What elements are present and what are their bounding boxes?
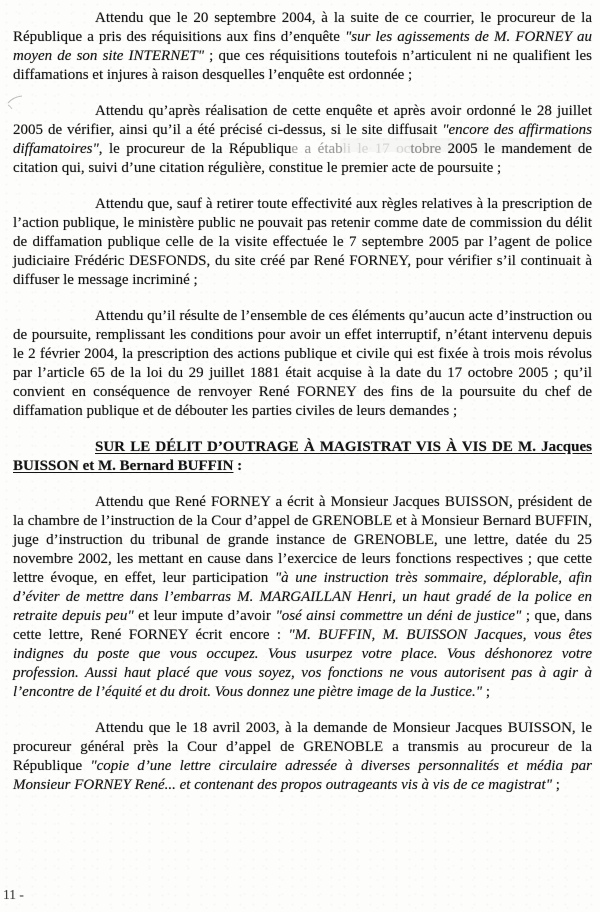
text-segment: Attendu que le 20 septembre 2004, à la suite de ce courrier, le procureur de la République a pris des réquisitions aux fins d’enquête [13, 10, 592, 45]
quoted-passage: "copie d’une lettre circulaire adressée à diverses personnalités et média par Monsieur FORNEY René... et contenant des propos outrageants vis à vis de ce magistrat" [13, 758, 592, 793]
text-segment: 2005 le mandement de citation qui, suivi d’une citation régulière, constitue le premier acte de poursuite ; [13, 141, 592, 176]
text-segment: Attendu que le 18 avril 2003, à la demande de Monsieur Jacques BUISSON, le procureur général près la Cour d’appel de GRENOBLE a transmis au procureur de la République [13, 720, 592, 774]
paragraph-prescription-date [13, 195, 592, 290]
text-segment: Attendu qu’après réalisation de cette enquête et après avoir ordonné le 28 juillet 2005 de vérifier, ainsi qu’il a été précisé ci-dessus, si le site diffusait [13, 103, 592, 138]
text-segment: , le procureur de la Républiqu [98, 141, 292, 157]
faded-text: tobre [410, 141, 442, 157]
page-number: 11 - [3, 887, 24, 902]
text-segment: ; que, dans cette lettre, René FORNEY écrit encore : [13, 608, 592, 643]
text-segment: et leur impute d’avoir [133, 608, 276, 624]
faded-text: e a étab [291, 141, 343, 157]
paragraph-lettre-buisson-buffin [13, 493, 592, 702]
quoted-passage: "encore des affirmations diffamatoires" [13, 122, 592, 157]
heading-colon: : [233, 458, 243, 474]
paragraph-renvoi-forney [13, 307, 592, 421]
margin-pen-mark [6, 94, 24, 115]
quoted-passage: "osé ainsi commettre un déni de justice" [275, 608, 522, 624]
text-segment: Attendu que René FORNEY a écrit à Monsieur Jacques BUISSON, président de la chambre de l’instruction de la Cour d’appel de GRENOBLE et à Monsieur Bernard BUFFIN, juge d’instruction du tribunal de grande instance de GRENOBLE, une lettre, datée du 25 novembre 2002, les mettant en cause dans l’exercice de leurs fonctions respectives ; que cette lettre évoque, en effet, leur participation [13, 494, 592, 586]
heading-underlined-text: SUR LE DÉLIT D’OUTRAGE À MAGISTRAT VIS À VIS DE M. Jacques BUISSON et M. Bernard BUFFIN [13, 439, 592, 474]
section-heading-outrage-magistrat [13, 438, 592, 476]
quoted-passage: "M. BUFFIN, M. BUISSON Jacques, vous êtes indignes du poste que vous occupez. Vous usurpez votre place. Vous déshonorez votre profession. Aussi haut placé que vous soyez, vos fonctions ne vous autorisent pas à agir à l’encontre de l’équité et du droit. Vous donnez une piètre image de la Justice." [13, 627, 592, 700]
text-segment: ; [552, 777, 560, 793]
paragraph-requisitions-2004 [13, 9, 592, 85]
quoted-passage: "à une instruction très sommaire, déplorable, afin d’éviter de mettre dans l’embarras M. MARGAILLAN Henri, un haut gradé de la police en retraite depuis peu" [13, 570, 592, 624]
text-segment: Attendu que, sauf à retirer toute effectivité aux règles relatives à la prescription de l’action publique, le ministère public ne pouvait pas retenir comme date de commission du délit de diffamation publique celle de la visite effectuée le 7 septembre 2005 par l’agent de police judiciaire Frédéric DESFONDS, du site créé par René FORNEY, pour vérifier s’il continuait à diffuser le message incriminé ; [13, 196, 592, 288]
text-segment: Attendu qu’il résulte de l’ensemble de ces éléments qu’aucun acte d’instruction ou de poursuite, remplissant les conditions pour avoir un effet interruptif, n’étant intervenu depuis le 2 février 2004, la prescription des actions publique et civile qui est fixée à trois mois révolus par l’article 65 de la loi du 29 juillet 1881 était acquise à la date du 17 octobre 2005 ; qu’il convient en conséquence de renvoyer René FORNEY des fins de la poursuite du chef de diffamation publique et de débouter les parties civiles de leurs demandes ; [13, 308, 592, 419]
text-segment: ; [482, 684, 491, 700]
quoted-passage: "sur les agissements de M. FORNEY au moyen de son site INTERNET" [13, 29, 592, 64]
paragraph-lettre-circulaire-2003 [13, 719, 592, 795]
faded-text: li le 17 oc [342, 141, 411, 157]
text-segment: ; que ces réquisitions toutefois n’articulent ni ne qualifient les diffamations et injures à raison desquelles l’enquête est ordonnée ; [13, 48, 592, 83]
